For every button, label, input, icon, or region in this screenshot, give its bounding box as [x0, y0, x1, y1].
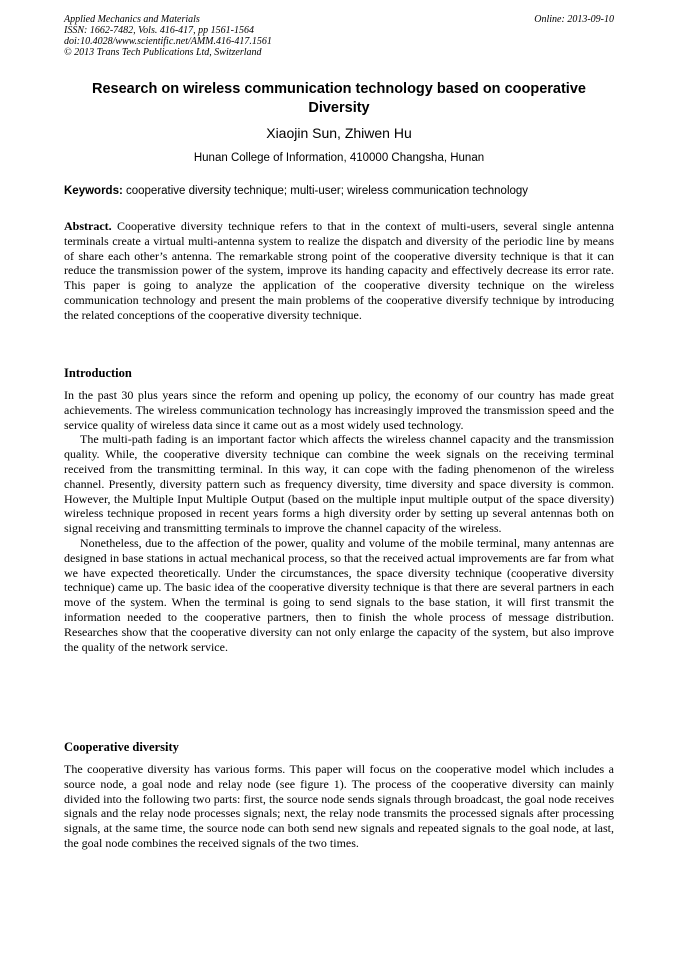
cooperative-diversity-section [64, 762, 614, 851]
issn-line: ISSN: 1662-7482, Vols. 416-417, pp 1561-1564 [64, 25, 254, 36]
section-heading-cooperative-diversity: Cooperative diversity [64, 740, 179, 754]
journal-name: Applied Mechanics and Materials [64, 14, 200, 25]
copyright-line: © 2013 Trans Tech Publications Ltd, Switzerland [64, 47, 262, 58]
abstract [64, 219, 614, 323]
section-heading-introduction: Introduction [64, 366, 132, 380]
abstract-text: Cooperative diversity technique refers to that in the context of multi-users, several single antenna terminals create a virtual multi-antenna system to realize the dispatch and diversity of the periodic line by means of share each other’s antenna. The remarkable strong point of the cooperative diversity technique is that it can reduce the transmission power of the system, improve its handing capacity and effectively decrease its error rate. This paper is going to analyze the application of the cooperative diversity technique on the wireless communication technology and present the main problems of the cooperative diversify technique by introducing the related conceptions of the cooperative diversity technique. [64, 219, 614, 322]
paragraph: The cooperative diversity has various forms. This paper will focus on the cooperative model which includes a source node, a goal node and relay node (see figure 1). The process of the cooperative diversity can mainly divided into the following two parts: first, the source node sends signals through broadcast, the goal node receives signals and the relay node processes signals; next, the relay node transmits the processed signals after processing signals, at the same time, the source node can both send new signals and repeated signals to the goal node, at last, the goal node combines the received signals of the two times. [64, 762, 614, 850]
keywords-line [64, 184, 614, 198]
paragraph: In the past 30 plus years since the reform and opening up policy, the economy of our country has made great achievements. The wireless communication technology has increasingly improved the transmission speed and the service quality of wireless data since it came out as a most widely used technology. [64, 388, 614, 432]
abstract-label: Abstract. [64, 219, 112, 233]
journal-header [64, 14, 614, 58]
keywords-text: cooperative diversity technique; multi-user; wireless communication technology [122, 185, 529, 197]
authors: Xiaojin Sun, Zhiwen Hu [266, 125, 412, 141]
introduction-section [64, 388, 614, 654]
online-date: Online: 2013-09-10 [534, 14, 614, 25]
paper-title: Research on wireless communication technology based on cooperative Diversity [92, 81, 586, 116]
abstract-paragraph [64, 219, 614, 323]
affiliation: Hunan College of Information, 410000 Changsha, Hunan [193, 152, 485, 164]
paragraph: Nonetheless, due to the affection of the power, quality and volume of the mobile terminal, many antennas are designed in base stations in actual mechanical process, so that the received actual improvements are far from what we have expected theoretically. Under the circumstances, the space diversity technique (cooperative diversity technique) came up. The basic idea of the cooperative diversity technique is that there are several partners in each move of the system. When the terminal is going to send signals to the base station, it will first transmit the information needed to the cooperative partners, then to finish the whole process of message distribution. Researches show that the cooperative diversity can not only enlarge the capacity of the system, but also improve the quality of the network service. [64, 535, 614, 654]
keywords-label: Keywords: [64, 185, 123, 197]
doi-line: doi:10.4028/www.scientific.net/AMM.416-417.1561 [64, 36, 272, 47]
paragraph: The multi-path fading is an important factor which affects the wireless channel capacity and the transmission quality. While, the cooperative diversity technique can combine the week signals on the receiving terminal received from the transmitting terminal. In this way, it can cope with the fading phenomenon of the wireless channel. Presently, diversity pattern such as frequency diversity, time diversity and space diversity is common. However, the Multiple Input Multiple Output (based on the multiple input multiple output of the space diversity) wireless technique proposed in recent years forms a high diversity order by setting up several antennas both on signal receiving and transmitting terminals to improve the channel capacity of the wireless. [64, 432, 614, 536]
